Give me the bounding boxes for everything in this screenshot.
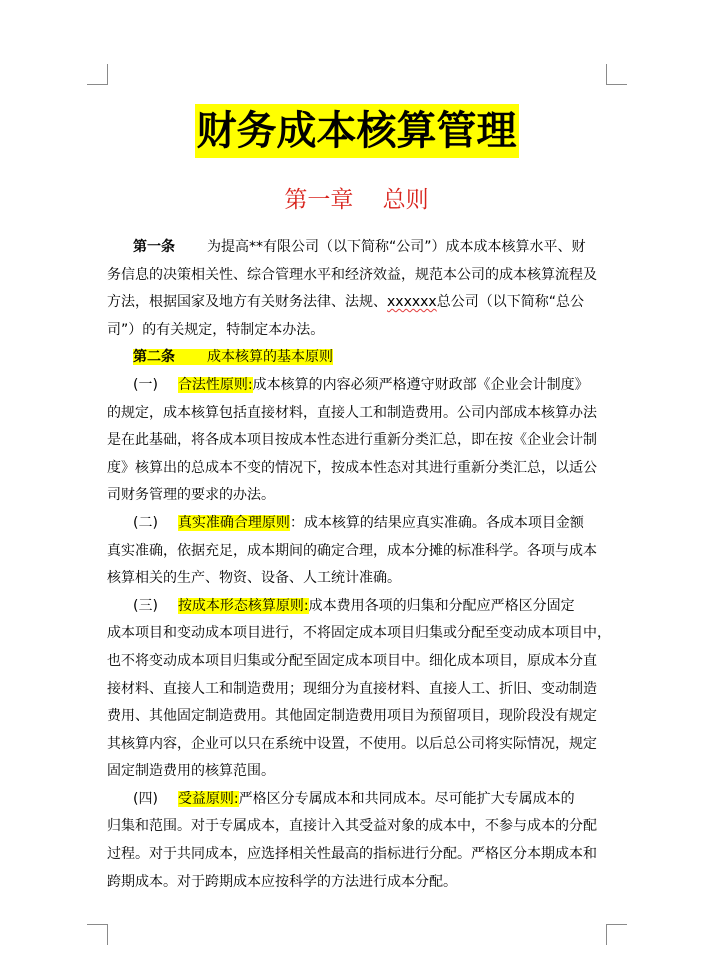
article2-heading: 成本核算的基本原则 <box>207 349 333 366</box>
principle3-line1 <box>107 593 607 621</box>
principle2-line2: 真实准确，依据充足，成本期间的确定合理，成本分摊的标准科学。各项与成本 <box>107 542 597 559</box>
article2-highlight <box>133 349 333 365</box>
principle4-line1 <box>107 786 607 814</box>
article1-text-3c: 总公司（以下简称“总公 <box>436 294 584 311</box>
principle4-line4: 跨期成本。对于跨期成本应按科学的方法进行成本分配。 <box>107 873 457 890</box>
principle3-num: (三) <box>133 597 158 614</box>
principle4-line3: 过程。对于共同成本，应选择相关性最高的指标进行分配。严格区分本期成本和 <box>107 846 597 863</box>
principle3-line7: 固定制造费用的核算范围。 <box>107 763 275 780</box>
article1-text-3a: 方法，根据国家及地方有关财务法律、法规、 <box>107 294 387 311</box>
crop-mark-bottom-left <box>87 924 108 945</box>
chapter-heading[interactable]: 第一章 总则 <box>284 187 429 213</box>
principle2-text-1: ：成本核算的结果应真实准确。各成本项目金额 <box>289 514 584 531</box>
principle3-text-1: 成本费用各项的归集和分配应严格区分固定 <box>308 597 575 614</box>
article1-line3 <box>107 289 607 317</box>
principle1-line2: 的规定，成本核算包括直接材料，直接人工和制造费用。公司内部成本核算办法 <box>107 404 597 421</box>
principle2-name: 真实准确合理原则 <box>177 514 290 531</box>
principle4-text-1: 严格区分专属成本和共同成本。尽可能扩大专属成本的 <box>238 790 575 807</box>
article2-line <box>107 344 607 372</box>
principle4-line2: 归集和范围。对于专属成本，直接计入其受益对象的成本中，不参与成本的分配 <box>107 818 597 835</box>
principle3-line4: 接材料、直接人工和制造费用；现细分为直接材料、直接人工、折旧、变动制造 <box>107 680 597 697</box>
principle1-text-1: 成本核算的内容必须严格遵守财政部《企业会计制度》 <box>252 376 589 393</box>
spellcheck-word[interactable]: xxxxxx <box>387 294 437 311</box>
principle2-num: (二) <box>133 514 158 531</box>
article1-label: 第一条 <box>133 239 175 255</box>
document-title[interactable]: 财务成本核算管理 <box>195 104 519 158</box>
principle1-line3: 是在此基础，将各成本项目按成本性态进行重新分类汇总，即在按《企业会计制 <box>107 432 597 449</box>
principle1-line4: 度》核算出的总成本不变的情况下，按成本性态对其进行重新分类汇总，以适公 <box>107 459 597 476</box>
principle2-line3: 核算相关的生产、物资、设备、人工统计准确。 <box>107 570 401 587</box>
principle2-line1 <box>107 510 607 538</box>
principle1-line1 <box>107 372 607 400</box>
principle3-name: 按成本形态核算原则: <box>177 597 309 614</box>
principle4-name: 受益原则: <box>177 790 239 807</box>
principle3-line5: 费用、其他固定制造费用。其他固定制造费用项目为预留项目，现阶段没有规定 <box>107 708 597 725</box>
principle1-name: 合法性原则: <box>177 376 253 393</box>
principle3-line3: 也不将变动成本项目归集或分配至固定成本项目中。细化成本项目，原成本分直 <box>107 652 597 669</box>
document-body[interactable] <box>107 234 611 896</box>
article1-text-1: 为提高**有限公司（以下简称“公司”）成本成本核算水平、财 <box>207 239 586 255</box>
title-container <box>0 104 713 158</box>
article2-label: 第二条 <box>133 349 175 366</box>
principle1-num: (一) <box>133 376 158 393</box>
principle4-num: (四) <box>133 790 158 807</box>
article1-line1 <box>107 234 607 262</box>
crop-mark-top-right <box>606 64 627 85</box>
principle1-line5: 司财务管理的要求的办法。 <box>107 487 275 504</box>
article1-line2: 务信息的决策相关性、综合管理水平和经济效益，规范本公司的成本核算流程及 <box>107 266 597 283</box>
principle3-line6: 其核算内容，企业可以只在系统中设置，不使用。以后总公司将实际情况，规定 <box>107 735 597 752</box>
crop-mark-top-left <box>87 64 108 85</box>
crop-mark-bottom-right <box>606 924 627 945</box>
article1-line4: 司”）的有关规定，特制定本办法。 <box>107 321 325 338</box>
principle3-line2: 成本项目和变动成本项目进行，不将固定成本项目归集或分配至变动成本项目中， <box>107 625 611 642</box>
